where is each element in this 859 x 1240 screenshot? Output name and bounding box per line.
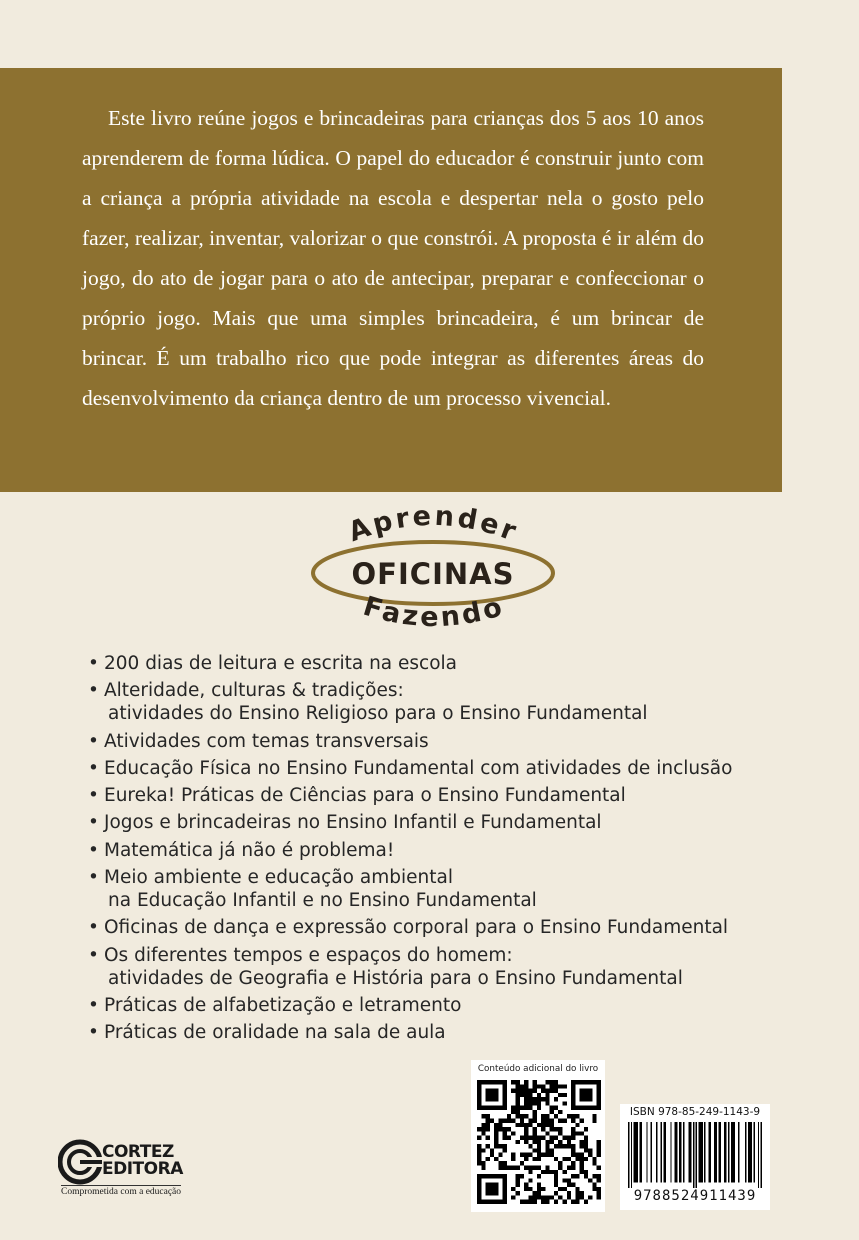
qr-code-icon[interactable] <box>477 1080 601 1204</box>
barcode-bars <box>628 1122 762 1188</box>
bullet-icon: • <box>88 653 99 674</box>
book-title: 200 dias de leitura e escrita na escola <box>104 653 457 674</box>
bullet-icon: • <box>88 917 99 939</box>
book-list-item <box>88 944 732 990</box>
book-list-item <box>88 652 732 675</box>
bullet-icon: • <box>88 680 99 702</box>
bullet-icon: • <box>88 1022 99 1044</box>
qr-modules <box>477 1080 601 1204</box>
publisher-motto: Comprometida com a educação <box>61 1187 182 1197</box>
bullet-icon: • <box>88 944 99 966</box>
oficinas-series-logo <box>300 502 566 642</box>
series-book-list <box>88 652 732 1049</box>
series-center-word: OFICINAS <box>351 557 515 591</box>
isbn-label: ISBN 978-85-249-1143-9 <box>629 1106 761 1118</box>
barcode-icon <box>628 1122 762 1188</box>
book-title: Matemática já não é problema! <box>104 839 395 861</box>
series-top-word: Aprender <box>344 502 523 549</box>
book-title: Atividades com temas transversais <box>104 730 429 752</box>
book-title: Práticas de oralidade na sala de aula <box>104 1022 446 1044</box>
publisher-name-line2: EDITORA <box>102 1159 183 1179</box>
bullet-icon: • <box>88 757 99 779</box>
publisher-name-line1: CORTEZ <box>102 1142 174 1162</box>
bullet-icon: • <box>88 785 99 807</box>
isbn-barcode-box <box>620 1104 770 1210</box>
book-title: Os diferentes tempos e espaços do homem: <box>104 944 513 966</box>
series-bottom-word: Fazendo <box>359 590 509 634</box>
book-list-item <box>88 916 732 939</box>
book-list-item <box>88 866 732 912</box>
book-list-item <box>88 811 732 834</box>
bullet-icon: • <box>88 812 99 834</box>
book-subtitle: atividades de Geografia e História para o Ensino Fundamental <box>108 967 683 989</box>
book-title: Alteridade, culturas & tradições: <box>104 680 404 702</box>
book-title: Práticas de alfabetização e letramento <box>104 994 462 1016</box>
book-list-item <box>88 1021 732 1044</box>
bullet-icon: • <box>88 730 99 752</box>
cortez-logo-icon <box>58 1138 104 1186</box>
publisher-name <box>102 1144 183 1178</box>
book-list-item <box>88 757 732 780</box>
book-subtitle: na Educação Infantil e no Ensino Fundamental <box>108 890 537 912</box>
bullet-icon: • <box>88 867 99 889</box>
book-title: Educação Física no Ensino Fundamental com atividades de inclusão <box>104 757 733 779</box>
qr-code-box <box>471 1060 605 1212</box>
bullet-icon: • <box>88 839 99 861</box>
qr-caption: Conteúdo adicional do livro <box>477 1064 599 1074</box>
book-list-item <box>88 839 732 862</box>
book-title: Eureka! Práticas de Ciências para o Ensino Fundamental <box>104 785 626 807</box>
book-subtitle: atividades do Ensino Religioso para o Ensino Fundamental <box>108 703 648 725</box>
book-list-item <box>88 994 732 1017</box>
publisher-logo <box>58 1136 208 1202</box>
book-list-item <box>88 679 732 725</box>
blurb-text: Este livro reúne jogos e brincadeiras para crianças dos 5 aos 10 anos aprenderem de forma lúdica. O papel do educador é construir junto com a criança a própria atividade na escola e despertar nela o gosto pelo fazer, realizar, inventar, valorizar o que constrói. A proposta é ir além do jogo, do ato de jogar para o ato de antecipar, preparar e confeccionar o próprio jogo. Mais que uma simples brincadeira, é um brincar de brincar. É um trabalho rico que pode integrar as diferentes áreas do desenvolvimento da criança dentro de um processo vivencial. <box>82 106 704 410</box>
book-title: Jogos e brincadeiras no Ensino Infantil e Fundamental <box>104 812 602 834</box>
bullet-icon: • <box>88 994 99 1016</box>
book-list-item <box>88 784 732 807</box>
book-title: Oficinas de dança e expressão corporal para o Ensino Fundamental <box>104 917 729 939</box>
barcode-digits: 9788524911439 <box>633 1188 757 1204</box>
book-list-item <box>88 730 732 753</box>
book-title: Meio ambiente e educação ambiental <box>104 867 453 889</box>
